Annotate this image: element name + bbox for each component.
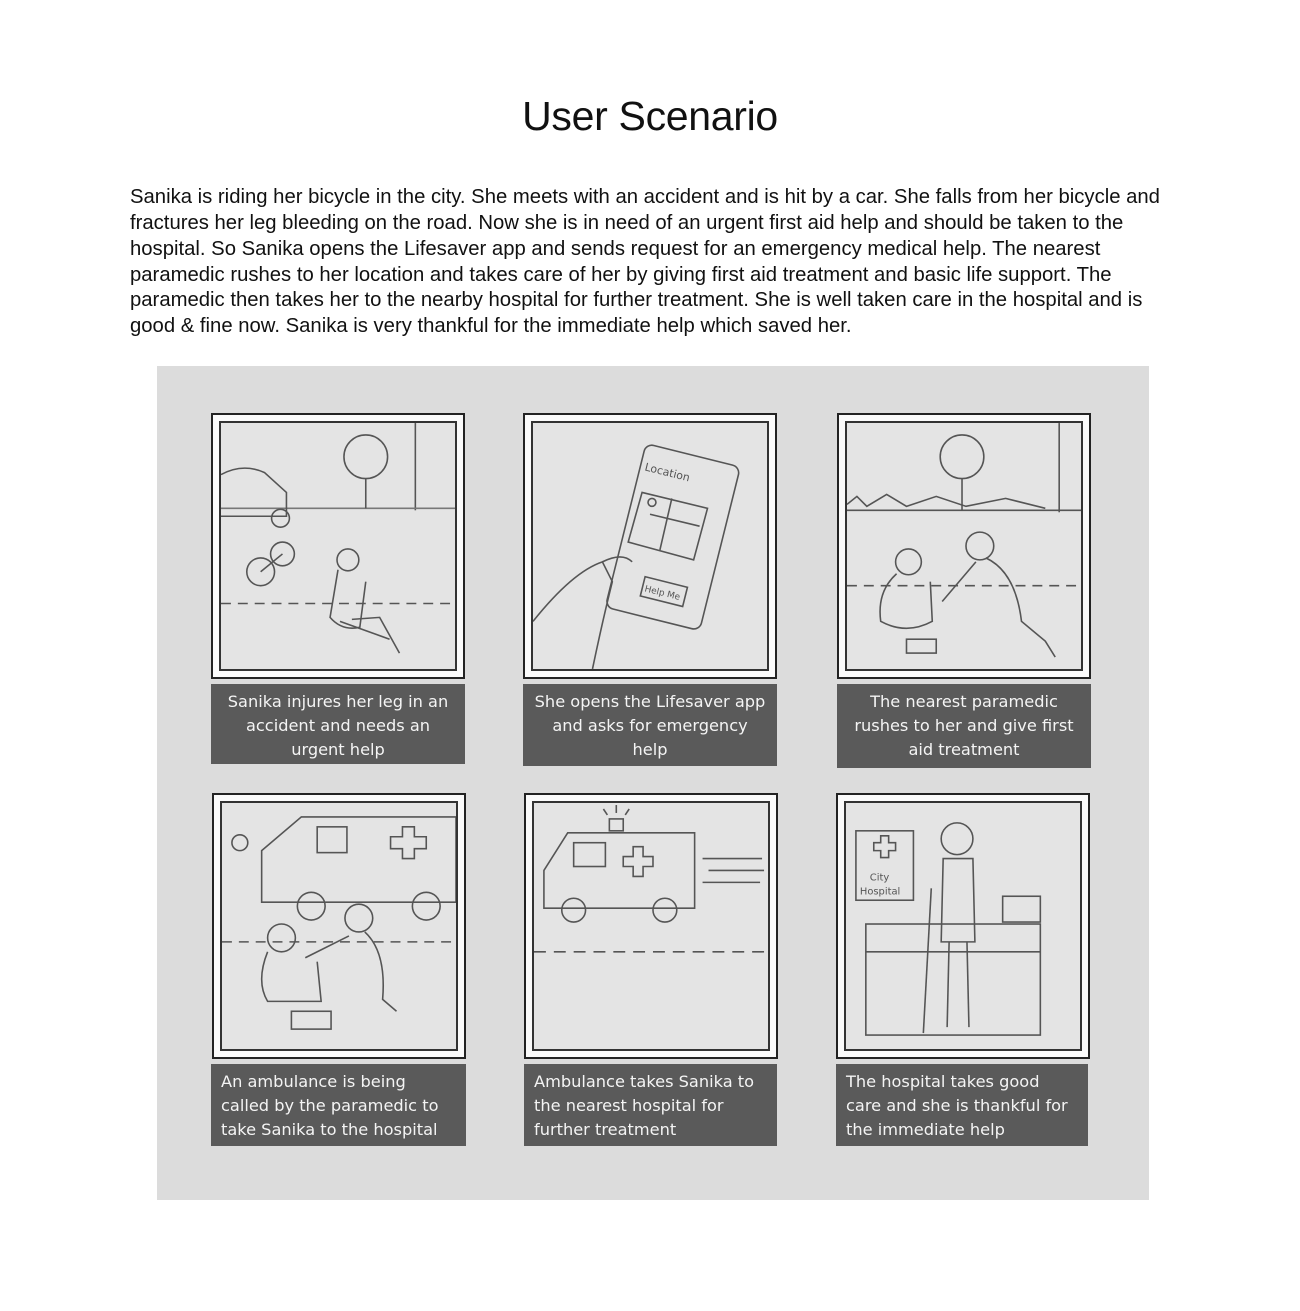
hospital-sketch: [846, 803, 1080, 1049]
panel-3-sketch: [837, 413, 1091, 679]
phone-app-sketch: [533, 423, 767, 669]
panel-6-caption: The hospital takes good care and she is thankful for the immediate help: [836, 1064, 1088, 1146]
panel-2-caption: She opens the Lifesaver app and asks for emergency help: [523, 684, 777, 766]
scenario-paragraph: Sanika is riding her bicycle in the city. She meets with an accident and is hit by a car. She falls from her bicycle and fractures her leg bleeding on the road. Now she is in need of an urgent first aid help and should be taken to the hospital. So Sanika opens the Lifesaver app and sends request for an emergency medical help. The nearest paramedic rushes to her location and takes care of her by giving first aid treatment and basic life support. The paramedic then takes her to the nearby hospital for further treatment. She is well taken care in the hospital and is good & fine now. Sanika is very thankful for the immediate help which saved her.: [130, 186, 1160, 338]
sketch-city-label: City: [869, 872, 890, 884]
panel-1-sketch: [211, 413, 465, 679]
sketch-location-label: Location: [643, 460, 692, 485]
storyboard: [157, 366, 1149, 1200]
panel-5-caption: Ambulance takes Sanika to the nearest hospital for further treatment: [524, 1064, 777, 1146]
ambulance-call-sketch: [222, 803, 456, 1049]
paramedic-sketch: [847, 423, 1081, 669]
page-title: User Scenario: [522, 93, 778, 140]
panel-4-sketch: [212, 793, 466, 1059]
panel-3-caption: The nearest paramedic rushes to her and give first aid treatment: [837, 684, 1091, 768]
panel-5-sketch: [524, 793, 778, 1059]
accident-sketch: [221, 423, 455, 669]
sketch-help-me-label: Help Me: [643, 584, 682, 603]
ambulance-driving-sketch: [534, 803, 768, 1049]
panel-1-caption: Sanika injures her leg in an accident and needs an urgent help: [211, 684, 465, 764]
panel-4-caption: An ambulance is being called by the paramedic to take Sanika to the hospital: [211, 1064, 466, 1146]
panel-6-sketch: [836, 793, 1090, 1059]
sketch-hospital-label: Hospital: [859, 886, 901, 898]
panel-2-sketch: [523, 413, 777, 679]
